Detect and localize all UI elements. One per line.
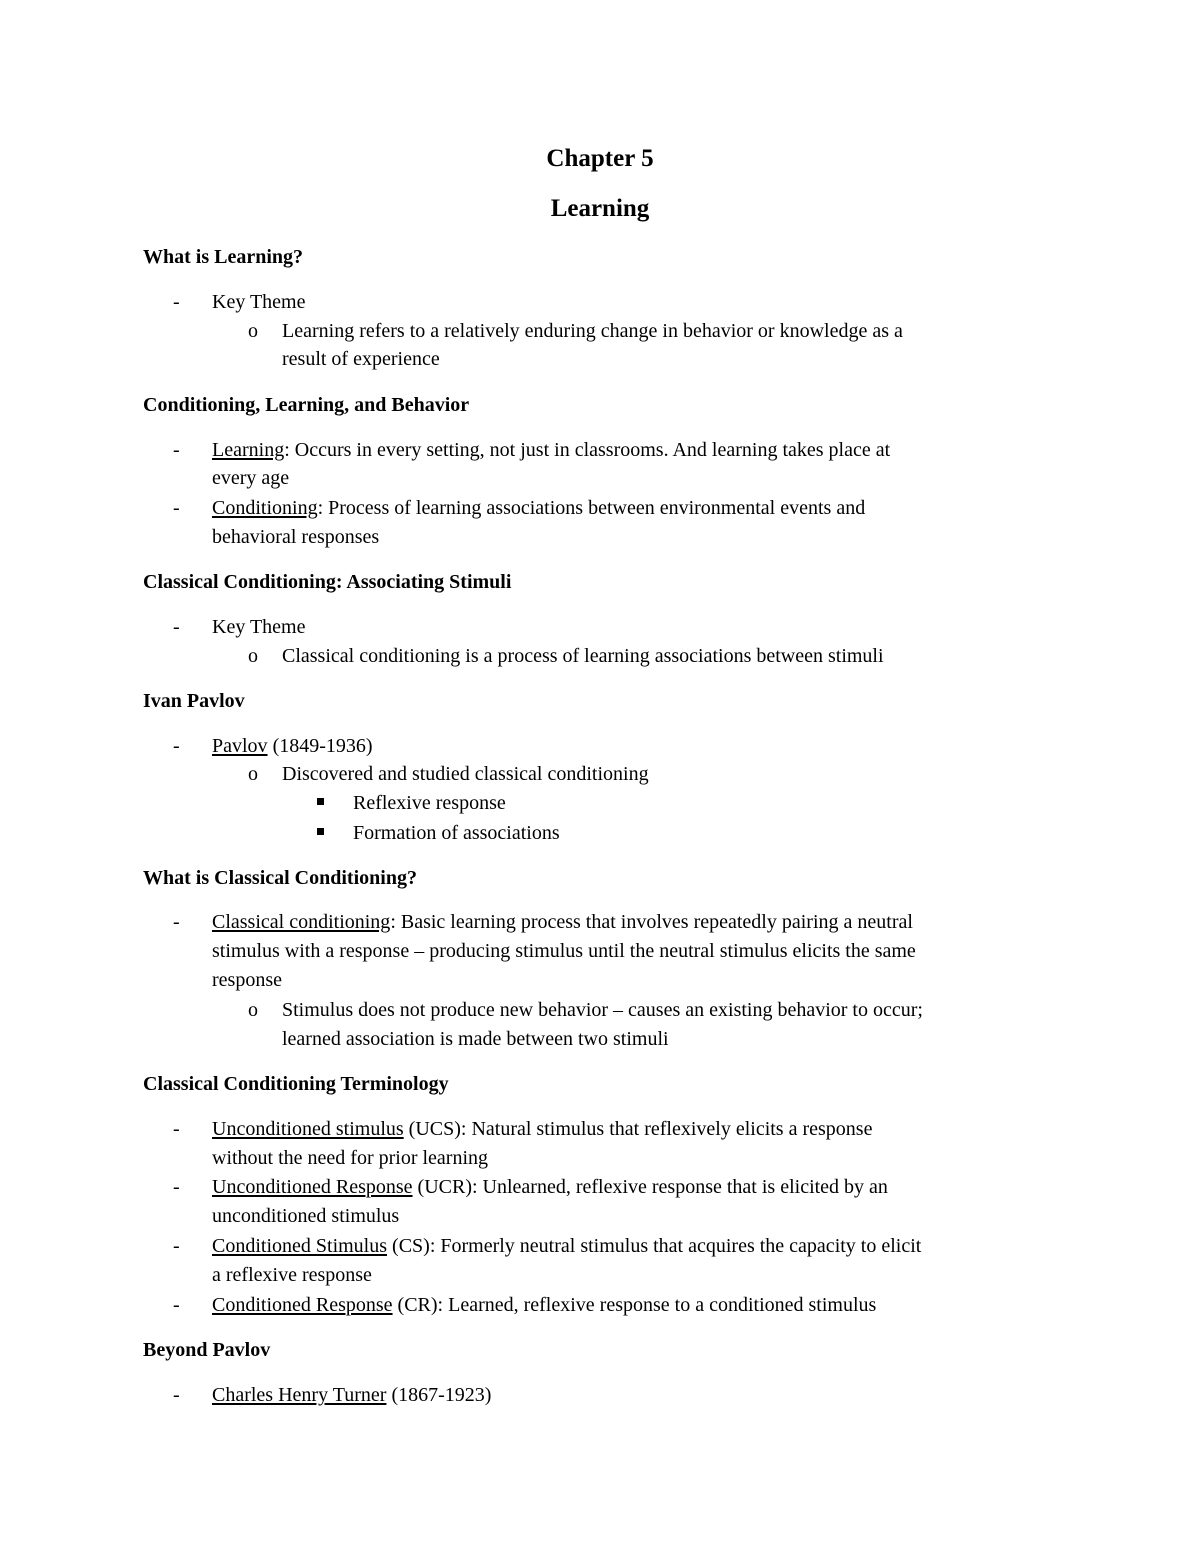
- list-item: Conditioned Response (CR): Learned, reflexive response to a conditioned stimulus: [212, 1294, 877, 1316]
- list-item: Pavlov (1849-1936): [212, 735, 373, 757]
- dash-bullet: -: [173, 1294, 180, 1316]
- list-item: Discovered and studied classical conditioning: [282, 763, 649, 785]
- dash-bullet: -: [173, 439, 180, 461]
- circle-bullet: o: [248, 763, 258, 785]
- dash-bullet: -: [173, 1176, 180, 1198]
- term: Classical conditioning: [212, 911, 391, 933]
- circle-bullet: o: [248, 645, 258, 667]
- list-item: Learning refers to a relatively enduring change in behavior or knowledge as a: [282, 320, 903, 342]
- term: Unconditioned stimulus: [212, 1118, 404, 1140]
- square-bullet-icon: [317, 828, 324, 835]
- dash-bullet: -: [173, 291, 180, 313]
- list-item: Classical conditioning: Basic learning process that involves repeatedly pairing a neutral: [212, 911, 913, 933]
- list-item: Formation of associations: [353, 822, 560, 844]
- dash-bullet: -: [173, 616, 180, 638]
- section-heading: Classical Conditioning: Associating Stimuli: [143, 571, 512, 593]
- list-item-continuation: result of experience: [282, 348, 440, 370]
- term: Pavlov: [212, 735, 268, 757]
- term: Conditioning: [212, 497, 318, 519]
- list-item: Learning: Occurs in every setting, not just in classrooms. And learning takes place at: [212, 439, 891, 461]
- list-item: Stimulus does not produce new behavior – causes an existing behavior to occur;: [282, 999, 923, 1021]
- circle-bullet: o: [248, 320, 258, 342]
- dash-bullet: -: [173, 1384, 180, 1406]
- term: Conditioned Response: [212, 1294, 393, 1316]
- section-heading: What is Classical Conditioning?: [143, 867, 417, 889]
- dash-bullet: -: [173, 911, 180, 933]
- list-item-continuation: without the need for prior learning: [212, 1147, 489, 1169]
- list-item-continuation: learned association is made between two stimuli: [282, 1028, 669, 1050]
- list-item: Unconditioned Response (UCR): Unlearned, reflexive response that is elicited by an: [212, 1176, 888, 1198]
- list-item: Key Theme: [212, 291, 306, 313]
- term: Unconditioned Response: [212, 1176, 413, 1198]
- circle-bullet: o: [248, 999, 258, 1021]
- list-item-continuation: a reflexive response: [212, 1264, 372, 1286]
- list-item: Unconditioned stimulus (UCS): Natural stimulus that reflexively elicits a response: [212, 1118, 873, 1140]
- section-heading: Ivan Pavlov: [143, 690, 245, 712]
- section-heading: Beyond Pavlov: [143, 1339, 271, 1361]
- section-heading: Classical Conditioning Terminology: [143, 1073, 449, 1095]
- list-item: Conditioned Stimulus (CS): Formerly neutral stimulus that acquires the capacity to elicit: [212, 1235, 922, 1257]
- section-heading: What is Learning?: [143, 246, 304, 268]
- list-item-continuation: every age: [212, 467, 290, 489]
- list-item: Key Theme: [212, 616, 306, 638]
- list-item-continuation: response: [212, 969, 282, 991]
- list-item-continuation: unconditioned stimulus: [212, 1205, 400, 1227]
- list-item-continuation: behavioral responses: [212, 526, 380, 548]
- chapter-subtitle: Learning: [550, 195, 650, 222]
- section-heading: Conditioning, Learning, and Behavior: [143, 394, 470, 416]
- dash-bullet: -: [173, 497, 180, 519]
- term: Learning: [212, 439, 285, 461]
- list-item-continuation: stimulus with a response – producing stimulus until the neutral stimulus elicits the same: [212, 940, 916, 962]
- chapter-title: Chapter 5: [546, 145, 654, 172]
- dash-bullet: -: [173, 735, 180, 757]
- list-item: Classical conditioning is a process of learning associations between stimuli: [282, 645, 884, 667]
- list-item: Reflexive response: [353, 792, 506, 814]
- list-item: Conditioning: Process of learning associations between environmental events and: [212, 497, 866, 519]
- list-item: Charles Henry Turner (1867-1923): [212, 1384, 492, 1406]
- dash-bullet: -: [173, 1118, 180, 1140]
- term: Charles Henry Turner: [212, 1384, 387, 1406]
- square-bullet-icon: [317, 798, 324, 805]
- dash-bullet: -: [173, 1235, 180, 1257]
- term: Conditioned Stimulus: [212, 1235, 388, 1257]
